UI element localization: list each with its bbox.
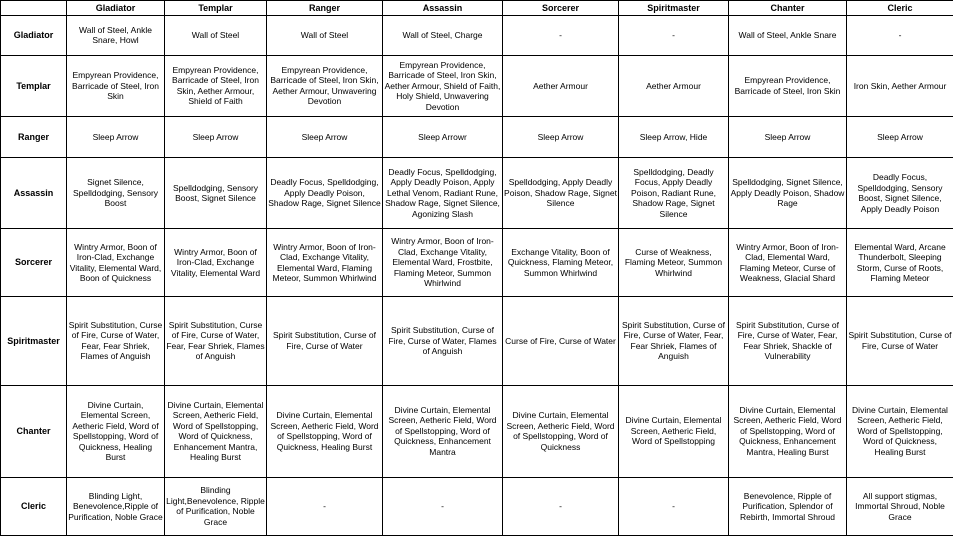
table-row xyxy=(1,229,953,296)
table-cell: Signet Silence, Spelldodging, Sensory Boost xyxy=(67,157,165,229)
table-cell: Wintry Armor, Boon of Iron-Clad, Exchange Vitality, Elemental Ward xyxy=(165,229,267,296)
table-cell: Deadly Focus, Spelldodging, Apply Deadly Poison, Shadow Rage, Signet Silence xyxy=(267,157,383,229)
table-cell: Sleep Arrow xyxy=(67,117,165,158)
table-cell: Divine Curtain, Elemental Screen, Aetheric Field, Word of Spellstopping, Word of Quickness, Healing Burst xyxy=(67,385,165,477)
table-cell: Divine Curtain, Elemental Screen, Aetheric Field, Word of Spellstopping, Word of Quickness, Enhancement Mantra xyxy=(383,385,503,477)
table-cell: Wintry Armor, Boon of Iron-Clad, Exchange Vitality, Elemental Ward, Frostbite, Flaming Meteor, Summon Whirlwind xyxy=(383,229,503,296)
table-row xyxy=(1,117,953,158)
table-cell: Sleep Arrow xyxy=(847,117,953,158)
column-header-templar: Templar xyxy=(165,1,267,16)
column-header-cleric: Cleric xyxy=(847,1,953,16)
table-row xyxy=(1,55,953,116)
row-header-ranger: Ranger xyxy=(1,117,67,158)
table-cell: All support stigmas, Immortal Shroud, Noble Grace xyxy=(847,477,953,535)
table-cell: Deadly Focus, Spelldodging, Sensory Boost, Signet Silence, Apply Deadly Poison xyxy=(847,157,953,229)
table-cell: Wintry Armor, Boon of Iron-Clad, Exchange Vitality, Elemental Ward, Flaming Meteor, Summon Whirlwind xyxy=(267,229,383,296)
table-cell: - xyxy=(847,16,953,56)
table-cell: Sleep Arrowr xyxy=(383,117,503,158)
table-cell: Spelldodging, Deadly Focus, Apply Deadly Poison, Radiant Rune, Shadow Rage, Signet Silence xyxy=(619,157,729,229)
table-row xyxy=(1,385,953,477)
table-cell: Sleep Arrow, Hide xyxy=(619,117,729,158)
table-cell: - xyxy=(267,477,383,535)
table-cell: Empyrean Providence, Barricade of Steel, Iron Skin xyxy=(729,55,847,116)
table-cell: Empyrean Providence, Barricade of Steel, Iron Skin xyxy=(67,55,165,116)
table-row xyxy=(1,477,953,535)
table-cell: Spelldodging, Signet Silence, Apply Deadly Poison, Shadow Rage xyxy=(729,157,847,229)
table-cell: Divine Curtain, Elemental Screen, Aetheric Field, Word of Spellstopping, Word of Quickness, Healing Burst xyxy=(847,385,953,477)
table-cell: Sleep Arrow xyxy=(165,117,267,158)
table-cell: Spirit Substitution, Curse of Fire, Curse of Water xyxy=(847,296,953,385)
table-cell: Blinding Light,Benevolence, Ripple of Purification, Noble Grace xyxy=(165,477,267,535)
table-cell: Sleep Arrow xyxy=(503,117,619,158)
table-cell: Divine Curtain, Elemental Screen, Aetheric Field, Word of Spellstopping, Word of Quickness xyxy=(503,385,619,477)
table-cell: Wall of Steel, Ankle Snare xyxy=(729,16,847,56)
table-cell: - xyxy=(503,477,619,535)
table-cell: Sleep Arrow xyxy=(267,117,383,158)
table-cell: Wall of Steel xyxy=(267,16,383,56)
table-cell: Empyrean Providence, Barricade of Steel, Iron Skin, Aether Armour, Shield of Faith xyxy=(165,55,267,116)
column-header-spiritmaster: Spiritmaster xyxy=(619,1,729,16)
table-cell: Spirit Substitution, Curse of Fire, Curse of Water, Flames of Anguish xyxy=(383,296,503,385)
corner-cell xyxy=(1,1,67,16)
table-cell: Divine Curtain, Elemental Screen, Aetheric Field, Word of Spellstopping, Word of Quickness, Enhancement Mantra, Healing Burst xyxy=(165,385,267,477)
table-cell: Spirit Substitution, Curse of Fire, Curse of Water, Fear, Fear Shriek, Flames of Anguish xyxy=(165,296,267,385)
table-cell: Elemental Ward, Arcane Thunderbolt, Sleeping Storm, Curse of Roots, Flaming Meteor xyxy=(847,229,953,296)
table-cell: Curse of Weakness, Flaming Meteor, Summon Whirlwind xyxy=(619,229,729,296)
table-cell: Aether Armour xyxy=(619,55,729,116)
column-header-sorcerer: Sorcerer xyxy=(503,1,619,16)
table-cell: Wall of Steel xyxy=(165,16,267,56)
row-header-templar: Templar xyxy=(1,55,67,116)
column-header-assassin: Assassin xyxy=(383,1,503,16)
table-cell: - xyxy=(619,16,729,56)
row-header-spiritmaster: Spiritmaster xyxy=(1,296,67,385)
table-cell: Spelldodging, Sensory Boost, Signet Silence xyxy=(165,157,267,229)
table-cell: - xyxy=(503,16,619,56)
table-row xyxy=(1,157,953,229)
table-row xyxy=(1,296,953,385)
table-cell: Divine Curtain, Elemental Screen, Aetheric Field, Word of Spellstopping xyxy=(619,385,729,477)
table-cell: Spirit Substitution, Curse of Fire, Curse of Water, Fear, Fear Shriek, Flames of Anguish xyxy=(67,296,165,385)
table-cell: Aether Armour xyxy=(503,55,619,116)
table-cell: Wintry Armor, Boon of Iron-Clad, Exchange Vitality, Elemental Ward, Boon of Quickness xyxy=(67,229,165,296)
table-cell: Divine Curtain, Elemental Screen, Aetheric Field, Word of Spellstopping, Word of Quickness, Enhancement Mantra, Healing Burst xyxy=(729,385,847,477)
row-header-chanter: Chanter xyxy=(1,385,67,477)
table-cell: Wall of Steel, Ankle Snare, Howl xyxy=(67,16,165,56)
column-header-chanter: Chanter xyxy=(729,1,847,16)
column-header-gladiator: Gladiator xyxy=(67,1,165,16)
table-cell: Empyrean Providence, Barricade of Steel, Iron Skin, Aether Armour, Unwavering Devotion xyxy=(267,55,383,116)
row-header-assassin: Assassin xyxy=(1,157,67,229)
table-cell: Iron Skin, Aether Armour xyxy=(847,55,953,116)
table-row xyxy=(1,16,953,56)
table-cell: Spirit Substitution, Curse of Fire, Curse of Water xyxy=(267,296,383,385)
table-cell: Exchange Vitality, Boon of Quickness, Flaming Meteor, Summon Whirlwind xyxy=(503,229,619,296)
row-header-gladiator: Gladiator xyxy=(1,16,67,56)
table-cell: Benevolence, Ripple of Purification, Splendor of Rebirth, Immortal Shroud xyxy=(729,477,847,535)
table-cell: Spirit Substitution, Curse of Fire, Curse of Water, Fear, Fear Shriek, Flames of Anguish xyxy=(619,296,729,385)
table-cell: Deadly Focus, Spelldodging, Apply Deadly Poison, Apply Lethal Venom, Radiant Rune, Shadow Rage, Signet Silence, Agonizing Slash xyxy=(383,157,503,229)
table-cell: Empyrean Providence, Barricade of Steel, Iron Skin, Aether Armour, Shield of Faith, Holy Shield, Unwavering Devotion xyxy=(383,55,503,116)
table-cell: Wintry Armor, Boon of Iron-Clad, Elemental Ward, Flaming Meteor, Curse of Weakness, Glacial Shard xyxy=(729,229,847,296)
table-cell: Spelldodging, Apply Deadly Poison, Shadow Rage, Signet Silence xyxy=(503,157,619,229)
row-header-cleric: Cleric xyxy=(1,477,67,535)
table-cell: Divine Curtain, Elemental Screen, Aetheric Field, Word of Spellstopping, Word of Quickness, Healing Burst xyxy=(267,385,383,477)
header-row xyxy=(1,1,953,16)
table-cell: Sleep Arrow xyxy=(729,117,847,158)
column-header-ranger: Ranger xyxy=(267,1,383,16)
table-cell: Curse of Fire, Curse of Water xyxy=(503,296,619,385)
table-cell: Wall of Steel, Charge xyxy=(383,16,503,56)
table-cell: Spirit Substitution, Curse of Fire, Curse of Water, Fear, Fear Shriek, Shackle of Vulnerability xyxy=(729,296,847,385)
table-cell: Blinding Light, Benevolence,Ripple of Purification, Noble Grace xyxy=(67,477,165,535)
row-header-sorcerer: Sorcerer xyxy=(1,229,67,296)
table-cell: - xyxy=(383,477,503,535)
table-cell: - xyxy=(619,477,729,535)
